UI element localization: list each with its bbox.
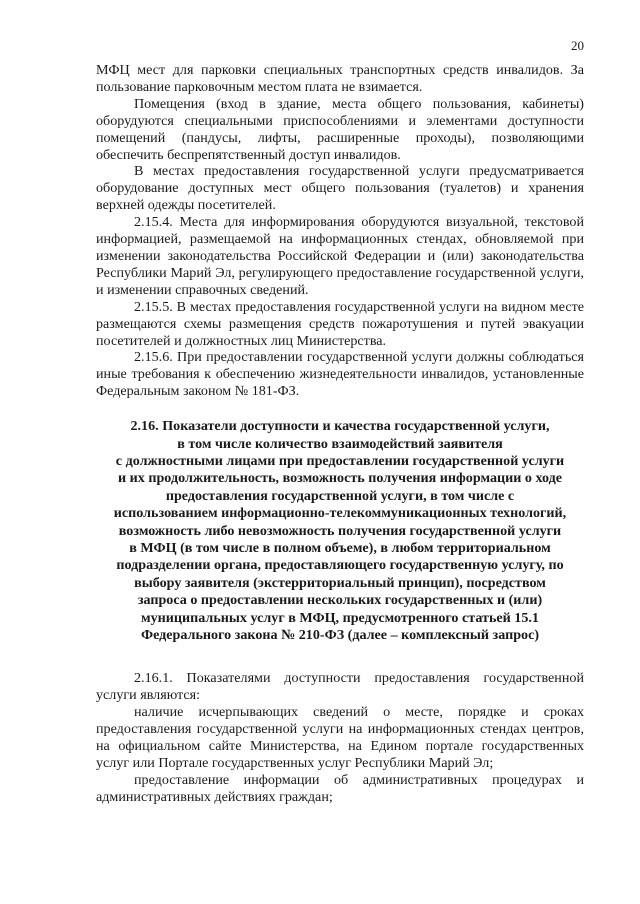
- paragraph: 2.15.5. В местах предоставления государственной услуги на видном месте размещаются схемы размещения средств пожаротушения и путей эвакуации посетителей и должностных лиц Министерства.: [96, 298, 584, 349]
- heading-line: 2.16. Показатели доступности и качества государственной услуги,: [130, 418, 550, 435]
- paragraph: наличие исчерпывающих сведений о месте, порядке и сроках предоставления государственной услуги на информационных стендах центров, на официальном сайте Министерства, на Едином портале государственных услуг или Портале государственных услуг Республики Марий Эл;: [96, 704, 584, 771]
- heading-line: и их продолжительность, возможность получения информации о ходе: [118, 470, 562, 487]
- paragraph: 2.16.1. Показателями доступности предоставления государственной услуги являются:: [96, 670, 584, 704]
- paragraph: В местах предоставления государственной услуги предусматривается оборудование доступных мест общего пользования (туалетов) и хранения верхней одежды посетителей.: [96, 163, 584, 214]
- heading-line: выбору заявителя (экстерриториальный принцип), посредством: [134, 574, 546, 591]
- heading-line: муниципальных услуг в МФЦ, предусмотренного статьей 15.1: [141, 609, 539, 626]
- section-heading: [96, 418, 584, 644]
- paragraph: предоставление информации об административных процедурах и административных действиях граждан;: [96, 771, 584, 805]
- heading-line: предоставления государственной услуги, в том числе с: [165, 487, 515, 504]
- heading-line: в том числе количество взаимодействий заявителя: [177, 435, 503, 452]
- paragraph: МФЦ мест для парковки специальных транспортных средств инвалидов. За пользование парковочным местом плата не взимается.: [96, 62, 584, 95]
- heading-line: подразделении органа, предоставляющего государственную услугу, по: [116, 557, 564, 574]
- paragraph: 2.15.6. При предоставлении государственной услуги должны соблюдаться иные требования к обеспечению жизнедеятельности инвалидов, установленные Федеральным законом № 181-ФЗ.: [96, 349, 584, 400]
- paragraph: 2.15.4. Места для информирования оборудуются визуальной, текстовой информацией, размещаемой на информационных стендах, обновляемой при изменении законодательства Российской Федерации и (или) законодательства Республики Марий Эл, регулирующего предоставление государственной услуги, и изменении справочных сведений.: [96, 214, 584, 298]
- paragraph: Помещения (вход в здание, места общего пользования, кабинеты) оборудуются специальными приспособлениями и элементами доступности помещений (пандусы, лифты, расширенные проходы), позволяющими обеспечить беспрепятственный доступ инвалидов.: [96, 95, 584, 163]
- heading-line: в МФЦ (в том числе в полном объеме), в любом территориальном: [129, 539, 551, 556]
- document-body: [96, 62, 584, 806]
- heading-line: с должностными лицами при предоставлении государственной услуги: [115, 452, 565, 469]
- page-number: 20: [571, 38, 584, 53]
- heading-line: использованием информационно-телекоммуникационных технологий,: [113, 505, 567, 522]
- heading-line: запроса о предоставлении нескольких государственных и (или): [137, 592, 543, 609]
- heading-line: возможность либо невозможность получения государственной услуги: [118, 522, 562, 539]
- heading-line: Федерального закона № 210-ФЗ (далее – комплексный запрос): [140, 627, 540, 643]
